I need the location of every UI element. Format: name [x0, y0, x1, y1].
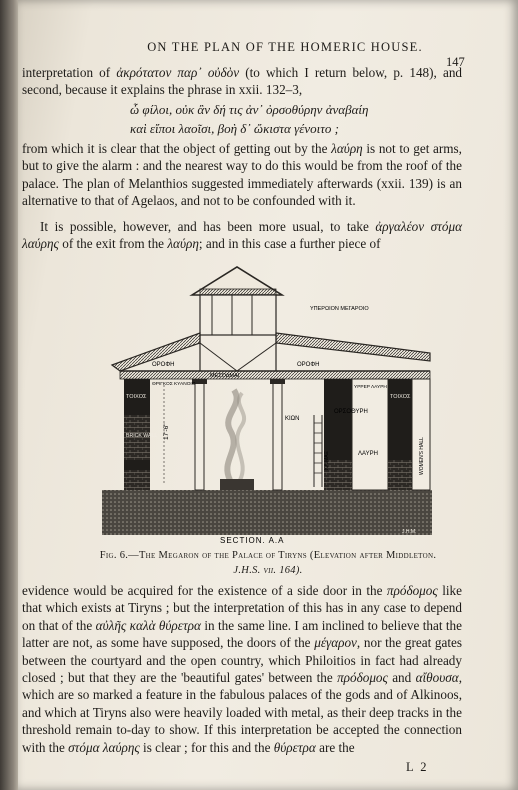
hearth-smoke: [227, 390, 236, 480]
paragraph-3: evidence would be acquired for the existence of a side door in the πρόδομος like that which exists at Tiryns ; but the interpretation of this has in any case to depend on that of the αὐλῆς καλὰ θύρετρα in the same line. I am inclined to believe that the latter are not, as some have supposed, the doors of the μέγαρον, nor the great gates between the courtyard and the open country, which Philoitios in fact had already closed ; but that they are the 'beautiful gates' between the πρόδομος and αἴθουσα, which are so marked a feature in the fabulous palaces of the gods and of Alkinoos, and which at Tiryns also were heavily loaded with metal, as their deep tracks in the threshold remain to-day to show. If this interpretation be accepted the connection with the στόμα λαύρης is clear ; for this and the θύρετρα are the: [22, 583, 462, 755]
label-section: SECTION. A.A: [220, 536, 285, 545]
greek-quotation: [130, 100, 490, 138]
label-roof-right: ΟΡΟΦΗ: [297, 362, 320, 368]
paragraph-1: from which it is clear that the object of getting out by the λαύρη is not to get arms, but to give the alarm : and the nearest way to do this would be from the roof of the palace. The plan of Melanthios suggested immediately afterwards (xxii. 139) is an alternative to that of Agelaos, and not to be confounded with it.: [22, 141, 462, 209]
quote-line-1: ὦ φίλοι, οὐκ ἂν δή τις ἀν᾽ ὀρσοθύρην ἀναβαίη: [130, 102, 369, 117]
caption-line-2: J.H.S. vii. 164).: [233, 565, 303, 576]
running-title: ON THE PLAN OF THE HOMERIC HOUSE.: [147, 40, 423, 54]
label-brick-wall: BRICK WALL: [126, 433, 158, 439]
megaron-section-figure: [102, 265, 432, 545]
greek-phrase: ἀκρότατον παρ᾽ οὐδὸν: [116, 65, 240, 80]
quote-line-2: καὶ εἴποι λαοῖσι, βοὴ δ᾽ ὤκιστα γένοιτο ;: [130, 121, 339, 136]
roof-right: [276, 333, 430, 361]
signature-mark: L 2: [406, 760, 429, 774]
ceiling-beam: [120, 371, 430, 379]
label-roof-left: ΟΡΟΦΗ: [152, 362, 175, 368]
upper-storey: [200, 295, 276, 335]
label-womens-hall: WOMEN'S HALL: [419, 437, 425, 475]
hearth: [220, 479, 254, 490]
megaron-elevation-drawing: [102, 265, 432, 545]
laure-room: [352, 379, 388, 490]
column-left: [195, 383, 204, 490]
label-wall-right: ΤΟΙΧΟΣ: [390, 394, 411, 400]
label-kion: ΚΙΩΝ: [285, 416, 300, 422]
label-laure: ΛΑΥΡΗ: [358, 451, 378, 457]
label-megaron: ΜΕΣΟΔΜΑΙ: [210, 373, 240, 379]
label-dimension: 17'-6": [163, 423, 170, 440]
label-klimax: ΚΛΙΜΑΞ: [324, 451, 330, 470]
top-text: interpretation of ἀκρότατον παρ᾽ οὐδὸν (to which I return below, p. 148), and second, because it explains the phrase in xxii. 132–3,: [22, 65, 463, 98]
column-right: [273, 383, 282, 490]
label-orsothyre: ΟΡΣΟΘΥΡΗ: [334, 409, 368, 415]
page-number: 147: [446, 55, 465, 69]
label-kyanos: ΘΡΙΓΚΟΣ ΚΥΑΝΟΙΟ: [152, 382, 196, 387]
label-laure-upper: ΥΡΡΕΡ ΛΑΥΡΗ: [354, 385, 387, 390]
caption-line-1: Fig. 6.—The Megaron of the Palace of Tiryns (Elevation after Middleton.: [99, 550, 437, 561]
paragraph-2: It is possible, however, and has been more usual, to take ἀργαλέον στόμα λαύρης of the exit from the λαύρη; and in this case a further piece of: [22, 219, 462, 252]
figure-caption: [78, 548, 458, 578]
label-upper-hall: ΥΠΕΡΩΙΟΝ ΜΕΓΑΡΟΙΟ: [310, 306, 369, 312]
label-initials: J.H.M.: [402, 529, 417, 535]
book-page: [18, 0, 518, 790]
label-wall-left: ΤΟΙΧΟΣ: [126, 394, 147, 400]
